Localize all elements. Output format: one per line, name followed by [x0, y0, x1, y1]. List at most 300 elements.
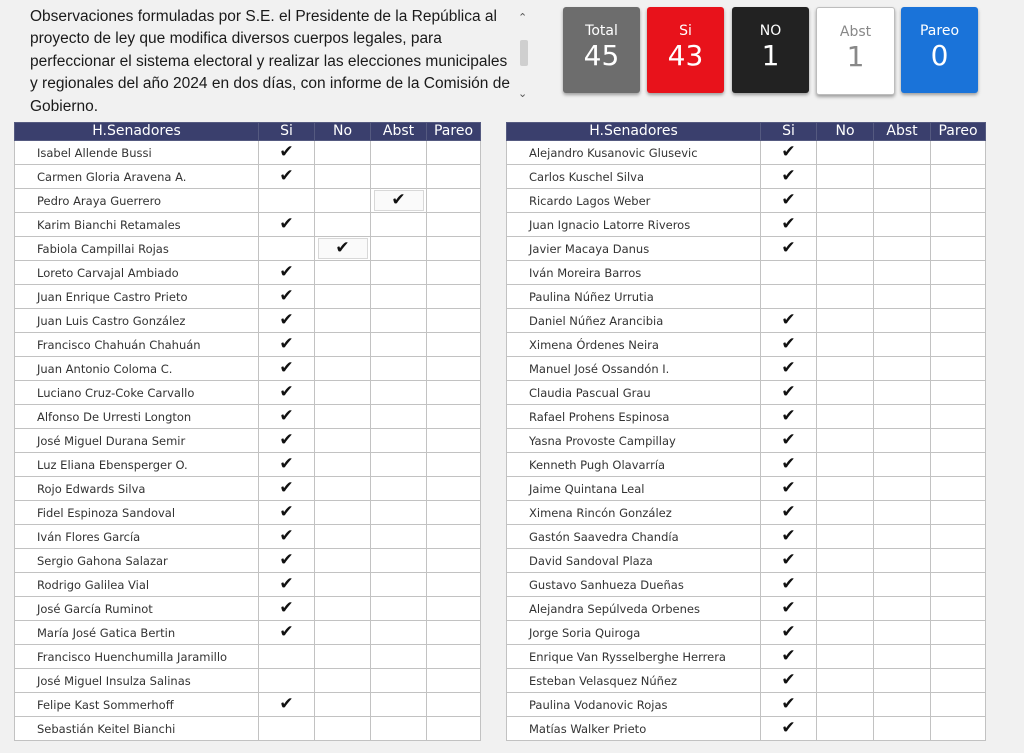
vote-cell-abst — [874, 573, 931, 597]
vote-cell-si — [761, 621, 817, 645]
vote-cell-si — [761, 261, 817, 285]
vote-cell-pareo — [427, 261, 481, 285]
vote-cell-no — [817, 573, 874, 597]
senator-name: José García Ruminot — [15, 597, 259, 621]
header-si: Si — [761, 123, 817, 141]
table-row — [15, 429, 481, 453]
vote-cell-si — [761, 333, 817, 357]
tally-pareo-label: Pareo — [919, 23, 960, 39]
senator-name: Felipe Kast Sommerhoff — [15, 693, 259, 717]
vote-cell-no — [315, 717, 371, 741]
vote-cell-abst — [874, 453, 931, 477]
vote-cell-abst — [371, 285, 427, 309]
senator-name: Juan Ignacio Latorre Riveros — [507, 213, 761, 237]
vote-cell-abst — [874, 189, 931, 213]
header-no: No — [315, 123, 371, 141]
vote-cell-pareo — [427, 645, 481, 669]
vote-cell-si — [761, 141, 817, 165]
checkmark-icon: ✔ — [781, 190, 796, 210]
vote-cell-abst — [371, 165, 427, 189]
checkmark-icon: ✔ — [781, 238, 796, 258]
senator-name: José Miguel Insulza Salinas — [15, 669, 259, 693]
tally-total-label: Total — [585, 23, 618, 39]
senator-name: Javier Macaya Danus — [507, 237, 761, 261]
senator-name: Isabel Allende Bussi — [15, 141, 259, 165]
table-row — [15, 717, 481, 741]
tally-no-label: NO — [759, 23, 782, 39]
checkmark-icon: ✔ — [279, 598, 294, 618]
vote-cell-si — [761, 405, 817, 429]
tally-no-value: 1 — [761, 39, 780, 72]
vote-cell-no — [315, 477, 371, 501]
vote-cell-no — [817, 357, 874, 381]
vote-cell-pareo — [427, 477, 481, 501]
vote-cell-si — [761, 549, 817, 573]
senator-name: Carmen Gloria Aravena A. — [15, 165, 259, 189]
vote-cell-no — [817, 405, 874, 429]
vote-cell-si — [761, 717, 817, 741]
senator-name: Francisco Huenchumilla Jaramillo — [15, 645, 259, 669]
checkmark-icon: ✔ — [781, 622, 796, 642]
vote-cell-si — [259, 645, 315, 669]
tally-no — [732, 7, 809, 93]
vote-cell-pareo — [427, 189, 481, 213]
vote-cell-pareo — [931, 717, 986, 741]
vote-cell-abst — [874, 645, 931, 669]
senator-name: Alejandro Kusanovic Glusevic — [507, 141, 761, 165]
vote-cell-no — [817, 477, 874, 501]
senator-name: Yasna Provoste Campillay — [507, 429, 761, 453]
vote-cell-abst — [874, 501, 931, 525]
vote-cell-pareo — [931, 213, 986, 237]
vote-cell-abst — [371, 693, 427, 717]
table-row — [507, 237, 986, 261]
table-row — [507, 669, 986, 693]
vote-cell-abst — [371, 189, 427, 213]
vote-cell-no — [817, 333, 874, 357]
checkmark-icon: ✔ — [781, 214, 796, 234]
vote-cell-pareo — [931, 693, 986, 717]
table-row — [507, 477, 986, 501]
vote-cell-no — [817, 693, 874, 717]
table-row — [507, 309, 986, 333]
vote-cell-no — [315, 141, 371, 165]
table-row — [507, 333, 986, 357]
vote-cell-pareo — [427, 453, 481, 477]
vote-cell-si — [259, 525, 315, 549]
vote-cell-si — [259, 549, 315, 573]
senator-name: Rafael Prohens Espinosa — [507, 405, 761, 429]
table-row — [507, 597, 986, 621]
vote-cell-no — [315, 357, 371, 381]
table-row — [507, 645, 986, 669]
vote-cell-pareo — [931, 525, 986, 549]
vote-cell-no — [817, 213, 874, 237]
checkmark-icon: ✔ — [781, 430, 796, 450]
senator-name: Jaime Quintana Leal — [507, 477, 761, 501]
vote-cell-abst — [371, 333, 427, 357]
senator-name: Paulina Vodanovic Rojas — [507, 693, 761, 717]
senator-name: Fidel Espinoza Sandoval — [15, 501, 259, 525]
checkmark-icon: ✔ — [279, 550, 294, 570]
table-row — [15, 525, 481, 549]
vote-cell-pareo — [931, 477, 986, 501]
senator-name: Carlos Kuschel Silva — [507, 165, 761, 189]
vote-cell-si — [259, 693, 315, 717]
vote-cell-pareo — [427, 141, 481, 165]
vote-cell-no — [817, 525, 874, 549]
motion-description: Observaciones formuladas por S.E. el Presidente de la República al proyecto de ley que modifica diversos cuerpos legales, para perfeccionar el sistema electoral y realizar las elecciones municipales y regionales del año 2024 en dos días, con informe de la Comisión de Gobierno. — [30, 8, 510, 115]
table-row — [15, 549, 481, 573]
table-row — [507, 261, 986, 285]
checkmark-icon: ✔ — [279, 526, 294, 546]
table-header-row — [15, 123, 481, 141]
vote-cell-si — [761, 189, 817, 213]
vote-cell-pareo — [931, 621, 986, 645]
vote-cell-abst — [371, 597, 427, 621]
vote-cell-pareo — [427, 357, 481, 381]
vote-cell-abst — [874, 477, 931, 501]
senator-name: Ximena Rincón González — [507, 501, 761, 525]
vote-cell-si — [761, 429, 817, 453]
table-row — [507, 357, 986, 381]
tally-abst-value: 1 — [846, 40, 865, 73]
header-abst: Abst — [371, 123, 427, 141]
vote-cell-no — [315, 309, 371, 333]
vote-cell-pareo — [931, 549, 986, 573]
vote-cell-abst — [371, 645, 427, 669]
vote-cell-abst — [874, 261, 931, 285]
vote-cell-no — [817, 501, 874, 525]
vote-cell-no — [817, 669, 874, 693]
senator-name: Juan Luis Castro González — [15, 309, 259, 333]
senator-name: Pedro Araya Guerrero — [15, 189, 259, 213]
header-no: No — [817, 123, 874, 141]
vote-cell-pareo — [931, 309, 986, 333]
table-row — [15, 621, 481, 645]
table-row — [15, 501, 481, 525]
senator-name: Juan Antonio Coloma C. — [15, 357, 259, 381]
vote-cell-abst — [371, 525, 427, 549]
checkmark-icon: ✔ — [781, 310, 796, 330]
vote-cell-no — [315, 213, 371, 237]
vote-cell-pareo — [427, 693, 481, 717]
vote-cell-abst — [874, 405, 931, 429]
vote-cell-abst — [874, 717, 931, 741]
vote-cell-abst — [874, 357, 931, 381]
checkmark-icon: ✔ — [781, 598, 796, 618]
vote-cell-pareo — [427, 597, 481, 621]
table-row — [15, 405, 481, 429]
checkmark-icon: ✔ — [279, 358, 294, 378]
table-row — [507, 453, 986, 477]
table-row — [15, 381, 481, 405]
vote-cell-abst — [874, 381, 931, 405]
vote-cell-abst — [874, 525, 931, 549]
vote-cell-si — [761, 645, 817, 669]
vote-cell-abst — [371, 141, 427, 165]
vote-cell-pareo — [931, 141, 986, 165]
vote-cell-abst — [371, 573, 427, 597]
header-si: Si — [259, 123, 315, 141]
table-row — [507, 381, 986, 405]
senator-name: Francisco Chahuán Chahuán — [15, 333, 259, 357]
vote-cell-pareo — [427, 669, 481, 693]
checkmark-icon: ✔ — [781, 334, 796, 354]
vote-cell-pareo — [931, 381, 986, 405]
vote-cell-abst — [874, 597, 931, 621]
scroll-down-icon[interactable]: ⌄ — [518, 87, 528, 100]
tally-si-label: Si — [679, 23, 692, 39]
table-header-row — [507, 123, 986, 141]
vote-cell-no — [817, 453, 874, 477]
vote-cell-si — [761, 693, 817, 717]
vote-cell-si — [259, 285, 315, 309]
vote-cell-no — [817, 165, 874, 189]
vote-cell-abst — [371, 477, 427, 501]
checkmark-icon: ✔ — [279, 166, 294, 186]
senator-name: Sebastián Keitel Bianchi — [15, 717, 259, 741]
table-row — [507, 621, 986, 645]
vote-cell-no — [315, 501, 371, 525]
senator-name: Rojo Edwards Silva — [15, 477, 259, 501]
checkmark-icon: ✔ — [279, 430, 294, 450]
table-row — [507, 285, 986, 309]
checkmark-icon: ✔ — [279, 286, 294, 306]
vote-cell-si — [259, 621, 315, 645]
vote-cell-si — [761, 573, 817, 597]
senator-name: Rodrigo Galilea Vial — [15, 573, 259, 597]
senator-name: Kenneth Pugh Olavarría — [507, 453, 761, 477]
table-row — [15, 285, 481, 309]
vote-cell-abst — [371, 381, 427, 405]
checkmark-icon: ✔ — [279, 454, 294, 474]
vote-cell-no — [817, 237, 874, 261]
scroll-up-icon[interactable]: ⌃ — [518, 11, 528, 24]
senator-name: Gustavo Sanhueza Dueñas — [507, 573, 761, 597]
vote-cell-abst — [874, 669, 931, 693]
vote-cell-abst — [874, 213, 931, 237]
checkmark-icon: ✔ — [279, 310, 294, 330]
vote-cell-pareo — [931, 285, 986, 309]
checkmark-icon: ✔ — [781, 646, 796, 666]
vote-cell-pareo — [427, 405, 481, 429]
senator-name: Ricardo Lagos Weber — [507, 189, 761, 213]
vote-cell-no — [315, 669, 371, 693]
senator-name: Claudia Pascual Grau — [507, 381, 761, 405]
senator-name: David Sandoval Plaza — [507, 549, 761, 573]
vote-cell-si — [259, 333, 315, 357]
table-row — [15, 213, 481, 237]
senator-name: Daniel Núñez Arancibia — [507, 309, 761, 333]
description-scrollbar[interactable] — [516, 10, 532, 104]
tally-abst — [816, 7, 895, 95]
vote-cell-pareo — [427, 213, 481, 237]
checkmark-icon: ✔ — [781, 478, 796, 498]
vote-cell-no — [315, 693, 371, 717]
vote-cell-si — [259, 237, 315, 261]
vote-cell-si — [761, 525, 817, 549]
vote-cell-abst — [371, 261, 427, 285]
vote-cell-no — [817, 381, 874, 405]
checkmark-icon: ✔ — [781, 550, 796, 570]
checkmark-icon: ✔ — [781, 358, 796, 378]
table-row — [15, 333, 481, 357]
senator-name: Gastón Saavedra Chandía — [507, 525, 761, 549]
vote-cell-abst — [874, 621, 931, 645]
senator-name: Karim Bianchi Retamales — [15, 213, 259, 237]
senator-name: Iván Flores García — [15, 525, 259, 549]
vote-cell-no — [315, 405, 371, 429]
senator-name: Manuel José Ossandón I. — [507, 357, 761, 381]
vote-cell-pareo — [931, 357, 986, 381]
senators-table-right — [506, 122, 986, 741]
vote-cell-no — [315, 549, 371, 573]
vote-cell-no — [315, 525, 371, 549]
vote-cell-si — [259, 453, 315, 477]
vote-cell-pareo — [427, 549, 481, 573]
header-senators: H.Senadores — [507, 123, 761, 141]
vote-cell-abst — [874, 693, 931, 717]
senator-name: Fabiola Campillai Rojas — [15, 237, 259, 261]
vote-cell-abst — [371, 717, 427, 741]
vote-cell-abst — [874, 285, 931, 309]
vote-cell-abst — [371, 549, 427, 573]
vote-cell-no — [817, 429, 874, 453]
senator-name: Ximena Órdenes Neira — [507, 333, 761, 357]
vote-cell-no — [817, 549, 874, 573]
vote-cell-abst — [874, 549, 931, 573]
table-row — [507, 213, 986, 237]
table-row — [15, 141, 481, 165]
vote-cell-no — [315, 333, 371, 357]
tally-pareo-value: 0 — [930, 39, 949, 72]
vote-cell-si — [761, 597, 817, 621]
vote-cell-si — [259, 309, 315, 333]
vote-cell-pareo — [931, 573, 986, 597]
table-row — [15, 309, 481, 333]
table-row — [15, 453, 481, 477]
table-row — [507, 525, 986, 549]
vote-cell-si — [761, 285, 817, 309]
vote-cell-abst — [371, 213, 427, 237]
vote-cell-si — [761, 453, 817, 477]
checkmark-icon: ✔ — [279, 334, 294, 354]
vote-cell-pareo — [427, 165, 481, 189]
table-row — [15, 645, 481, 669]
checkmark-icon: ✔ — [781, 670, 796, 690]
vote-cell-no — [315, 189, 371, 213]
checkmark-icon: ✔ — [279, 262, 294, 282]
senators-table-left — [14, 122, 481, 741]
senator-name: Esteban Velasquez Núñez — [507, 669, 761, 693]
tally-pareo — [901, 7, 978, 93]
checkmark-icon: ✔ — [781, 382, 796, 402]
checkmark-icon: ✔ — [781, 454, 796, 474]
scroll-thumb[interactable] — [520, 40, 528, 66]
vote-cell-si — [761, 669, 817, 693]
vote-cell-si — [259, 189, 315, 213]
vote-cell-si — [259, 357, 315, 381]
vote-cell-si — [259, 213, 315, 237]
checkmark-icon: ✔ — [781, 718, 796, 738]
checkmark-icon: ✔ — [279, 406, 294, 426]
vote-cell-abst — [371, 669, 427, 693]
vote-cell-no — [817, 285, 874, 309]
vote-cell-si — [259, 573, 315, 597]
vote-cell-abst — [371, 309, 427, 333]
table-row — [15, 165, 481, 189]
table-row — [15, 573, 481, 597]
senator-name: Jorge Soria Quiroga — [507, 621, 761, 645]
vote-cell-no — [315, 453, 371, 477]
vote-cell-pareo — [931, 429, 986, 453]
checkmark-icon: ✔ — [279, 574, 294, 594]
table-row — [507, 693, 986, 717]
vote-cell-abst — [371, 429, 427, 453]
senator-name: Juan Enrique Castro Prieto — [15, 285, 259, 309]
tally-total-value: 45 — [583, 39, 620, 72]
checkmark-icon: ✔ — [279, 214, 294, 234]
table-row — [15, 261, 481, 285]
senator-name: Alejandra Sepúlveda Orbenes — [507, 597, 761, 621]
vote-cell-no — [315, 429, 371, 453]
table-row — [15, 597, 481, 621]
vote-cell-si — [259, 669, 315, 693]
vote-cell-si — [259, 501, 315, 525]
table-row — [507, 165, 986, 189]
vote-cell-abst — [371, 405, 427, 429]
table-row — [507, 549, 986, 573]
vote-cell-pareo — [427, 717, 481, 741]
vote-cell-abst — [874, 237, 931, 261]
vote-cell-si — [259, 717, 315, 741]
checkmark-icon: ✔ — [279, 478, 294, 498]
vote-cell-no — [315, 573, 371, 597]
checkmark-icon: ✔ — [279, 382, 294, 402]
table-row — [507, 573, 986, 597]
vote-cell-pareo — [931, 453, 986, 477]
table-row — [15, 189, 481, 213]
vote-cell-no — [817, 597, 874, 621]
vote-cell-abst — [371, 237, 427, 261]
vote-cell-no — [315, 237, 371, 261]
vote-cell-si — [259, 405, 315, 429]
vote-cell-si — [259, 429, 315, 453]
vote-cell-pareo — [427, 333, 481, 357]
senator-name: Enrique Van Rysselberghe Herrera — [507, 645, 761, 669]
tally-total — [563, 7, 640, 93]
checkmark-icon: ✔ — [279, 622, 294, 642]
vote-cell-abst — [874, 429, 931, 453]
vote-cell-si — [761, 501, 817, 525]
vote-cell-pareo — [931, 645, 986, 669]
vote-cell-pareo — [427, 429, 481, 453]
vote-cell-pareo — [427, 237, 481, 261]
vote-cell-no — [315, 597, 371, 621]
vote-cell-pareo — [427, 525, 481, 549]
senator-name: Loreto Carvajal Ambiado — [15, 261, 259, 285]
vote-cell-si — [259, 381, 315, 405]
vote-cell-no — [817, 717, 874, 741]
table-row — [15, 357, 481, 381]
vote-cell-no — [817, 309, 874, 333]
vote-cell-si — [259, 141, 315, 165]
table-row — [15, 693, 481, 717]
vote-cell-si — [761, 165, 817, 189]
senator-name: María José Gatica Bertin — [15, 621, 259, 645]
vote-cell-no — [817, 141, 874, 165]
